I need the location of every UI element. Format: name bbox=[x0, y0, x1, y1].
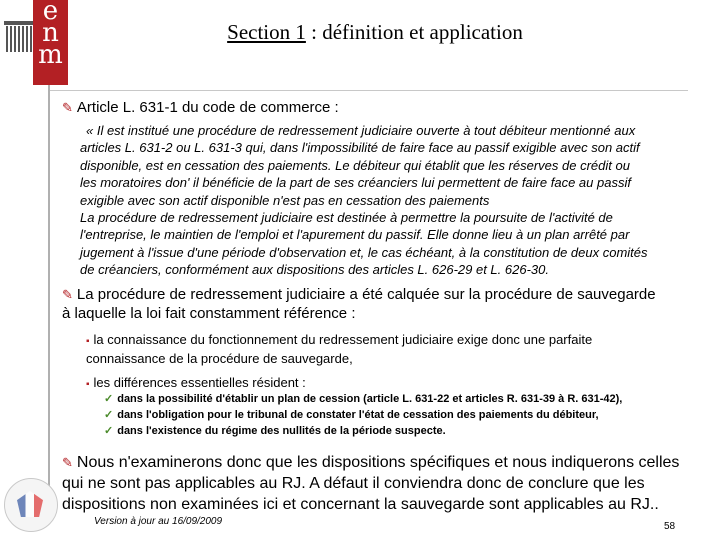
republic-badge-icon bbox=[4, 478, 58, 532]
left-divider bbox=[48, 85, 50, 495]
check-icon: ✓ bbox=[104, 425, 114, 437]
list-item bbox=[104, 423, 704, 439]
list-item-text: dans l'obligation pour le tribunal de constater l'état de cessation des paiements du débiteur, bbox=[117, 409, 599, 421]
quote-line: exigible avec son actif disponible n'est pas en cessation des paiements bbox=[80, 192, 490, 208]
differences-list bbox=[104, 391, 704, 439]
logo-letter-m: m bbox=[38, 40, 63, 70]
quote-line: l'entreprise, le maintien de l'emploi et l'apurement du passif. Elle donne lieu à un plan arrêté par bbox=[80, 227, 630, 243]
conclusion-paragraph bbox=[62, 452, 690, 515]
article-heading bbox=[62, 98, 702, 117]
list-item-text: dans la possibilité d'établir un plan de cession (article L. 631-22 et articles R. 631-39 à R. 631-42), bbox=[117, 393, 623, 405]
quote-line: articles L. 631-2 ou L. 631-3 qui, dans l'impossibilité de faire face au passif exigible avec son actif bbox=[80, 140, 640, 156]
sub-bullet-connaissance bbox=[86, 331, 689, 367]
list-item bbox=[104, 391, 704, 407]
list-item-text: dans l'existence du régime des nullités de la période suspecte. bbox=[117, 425, 446, 437]
article-quote bbox=[80, 122, 689, 279]
list-item bbox=[104, 407, 704, 423]
quote-line: les moratoires don' il bénéficie de la part de ses créanciers lui permettent de faire face au passif bbox=[80, 175, 631, 191]
sub-line: les différences essentielles résident : bbox=[93, 375, 306, 390]
square-bullet-icon: ▪ bbox=[86, 379, 90, 390]
conclusion-line: qui ne sont pas applicables au RJ. A défaut il conviendra donc de conclure que les bbox=[62, 475, 645, 492]
square-bullet-icon: ▪ bbox=[86, 336, 90, 347]
conclusion-line: dispositions non examinées ici et concernant la sauvegarde sont applicables au RJ.. bbox=[62, 496, 659, 513]
pen-bullet-icon: ✎ bbox=[62, 100, 73, 115]
quote-line: La procédure de redressement judiciaire est destinée à permettre la poursuite de l'activité de bbox=[80, 210, 613, 226]
pen-bullet-icon: ✎ bbox=[62, 455, 73, 470]
pen-bullet-icon: ✎ bbox=[62, 287, 73, 302]
quote-line: de créanciers, conformément aux dispositions des articles L. 626-29 et L. 626-30. bbox=[80, 262, 549, 278]
sub-line: la connaissance du fonctionnement du redressement judiciaire exige donc une parfaite bbox=[93, 332, 593, 347]
version-date: Version à jour au 16/09/2009 bbox=[94, 516, 223, 527]
procedure-paragraph bbox=[62, 285, 692, 323]
logo-letter-e: e bbox=[42, 0, 59, 26]
page-title bbox=[0, 18, 720, 48]
conclusion-line: Nous n'examinerons donc que les dispositions spécifiques et nous indiquerons celles bbox=[76, 454, 680, 471]
page-number: 58 bbox=[664, 521, 676, 532]
sub-line: connaissance de la procédure de sauvegarde, bbox=[86, 351, 353, 366]
check-icon: ✓ bbox=[104, 409, 114, 421]
quote-line: « Il est institué une procédure de redressement judiciaire ouverte à tout débiteur mentionné aux bbox=[86, 123, 636, 138]
quote-line: jugement à l'issue d'une période d'observation et, le cas échéant, à la constitution de deux comités bbox=[80, 244, 648, 260]
article-heading-text: Article L. 631-1 du code de commerce : bbox=[76, 99, 339, 116]
title-section: Section 1 bbox=[227, 20, 306, 44]
procedure-line: à laquelle la loi fait constamment référence : bbox=[62, 305, 356, 322]
check-icon: ✓ bbox=[104, 393, 114, 405]
procedure-line: La procédure de redressement judiciaire a été calquée sur la procédure de sauvegarde bbox=[76, 286, 656, 303]
title-rest: : définition et application bbox=[305, 20, 523, 44]
quote-line: disponible, est en cessation des paiements. Le débiteur qui établit que les réserves de crédit ou bbox=[80, 157, 630, 173]
title-divider bbox=[50, 90, 688, 91]
logo-letter-n: n bbox=[42, 18, 59, 48]
